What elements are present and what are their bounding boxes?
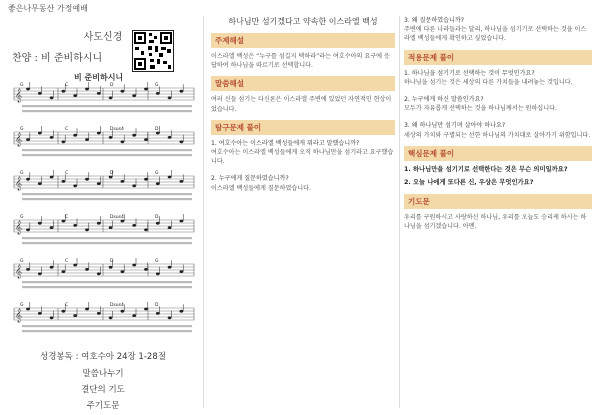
application-answer-1: 하나님을 섬기는 것은 세상의 다른 가치들을 내려놓는 것입니다. xyxy=(404,78,573,86)
lords-prayer: 주기도문 xyxy=(86,401,120,411)
scripture-explanation-heading: 말씀해설 xyxy=(211,76,395,91)
staff-system xyxy=(14,82,194,112)
chord-label: D xyxy=(110,83,114,88)
chord-label: C xyxy=(65,171,69,176)
core-questions-heading: 핵심문제 풀이 xyxy=(404,146,592,161)
application-question-2: 2. 누구에게 하신 말씀인가요? xyxy=(404,96,484,104)
inquiry-question-2: 2. 누구에게 질문하였습니까? xyxy=(211,175,289,183)
sheet-music xyxy=(8,78,198,363)
topic-explanation-heading: 주제해설 xyxy=(211,33,395,48)
apostles-creed-title: 사도신경 xyxy=(83,32,123,43)
inquiry-answer-3: 주변에 다른 나라들과는 달리, 하나님을 섬기기로 선택하는 것을 이스라엘 백성들에게 확인하고 싶었습니다. xyxy=(404,26,587,43)
sermon-sharing: 말씀나누기 xyxy=(82,369,124,379)
chord-label: Dsus4 xyxy=(110,215,124,220)
prayer-heading: 기도문 xyxy=(404,194,592,209)
study-column xyxy=(211,16,395,193)
chord-label: G xyxy=(155,171,159,176)
scripture-explanation-text: 여러 신들 섬기는 다신론은 이스라엘 주변에 있었던 자연적인 현상이었습니다. xyxy=(211,96,392,113)
inquiry-answer-1: 여호수아는 이스라엘 백성들에게 오직 하나님만을 섬기라고 요구했습니다. xyxy=(211,149,394,166)
application-question-3: 3. 왜 하나님만 섬기며 살아야 하나요? xyxy=(404,122,506,130)
chord-label: G xyxy=(20,127,24,132)
chord-label: C xyxy=(65,215,69,220)
chord-label: G xyxy=(155,83,159,88)
chord-label: G xyxy=(20,83,24,88)
staff-system xyxy=(14,126,194,156)
chord-label: D xyxy=(110,259,114,264)
closing-prayer: 결단의 기도 xyxy=(81,385,125,395)
svg-text:𝄞: 𝄞 xyxy=(15,264,23,278)
chord-label: G xyxy=(20,171,24,176)
chord-label: Dsus4 xyxy=(110,303,124,308)
score-title: 비 준비하시니 xyxy=(74,73,124,82)
chord-label: G xyxy=(155,259,159,264)
hymn-title: 찬양 : 비 준비하시니 xyxy=(12,53,103,64)
application-question-1: 1. 하나님을 섬기기로 선택하는 것이 무엇인가요? xyxy=(404,69,535,77)
column-divider xyxy=(203,16,204,408)
chord-label: C xyxy=(65,259,69,264)
prayer-text: 우리를 구원하시고 사랑하신 하나님, 우리를 오늘도 승리케 하시는 하나님을 섬기겠습니다. 아멘. xyxy=(404,214,587,231)
inquiry-question-1: 1. 여호수아는 이스라엘 백성들에게 뭐라고 말했습니까? xyxy=(211,139,360,147)
worship-order-column xyxy=(8,16,198,411)
inquiry-answer-2: 이스라엘 백성들에게 질문하였습니다. xyxy=(211,184,311,192)
svg-text:𝄞: 𝄞 xyxy=(15,176,23,190)
qr-code[interactable] xyxy=(132,30,174,72)
chord-label: D xyxy=(155,215,159,220)
inquiry-questions-heading: 탐구문제 풀이 xyxy=(211,120,395,135)
lesson-title: 하나님만 섬기겠다고 약속한 이스라엘 백성 xyxy=(228,17,378,26)
chord-label: C xyxy=(65,83,69,88)
chord-label: G xyxy=(20,215,24,220)
core-question-2: 2. 오늘 나에게 또다른 신, 우상은 무엇인가요? xyxy=(404,179,534,187)
svg-text:𝄞: 𝄞 xyxy=(15,220,23,234)
inquiry-question-3: 3. 왜 질문하였습니까? xyxy=(404,17,465,24)
qr-code-icon xyxy=(133,31,173,71)
chord-label: C xyxy=(65,127,69,132)
application-column xyxy=(404,16,592,231)
chord-label: Dsus4 xyxy=(110,127,124,132)
chord-label: G xyxy=(20,303,24,308)
svg-text:𝄞: 𝄞 xyxy=(15,308,23,322)
staff-system xyxy=(14,170,194,200)
chord-label: D xyxy=(110,171,114,176)
svg-text:𝄞: 𝄞 xyxy=(15,132,23,146)
scripture-reading: 성경봉독 : 여호수아 24장 1-28절 xyxy=(40,352,166,362)
staff-system xyxy=(14,258,194,288)
column-divider xyxy=(399,16,400,408)
chord-label: D xyxy=(155,303,159,308)
core-question-1: 1. 하나님만을 섬기기로 선택한다는 것은 무슨 의미일까요? xyxy=(404,165,568,173)
chord-label: C xyxy=(65,303,69,308)
application-answer-3: 세상의 가치와 구별되는 선한 하나님의 가치대로 살아가기 위함입니다. xyxy=(404,131,591,139)
chord-label: G xyxy=(20,259,24,264)
bulletin-header: 좋은나무동산 가정예배 xyxy=(8,4,88,13)
staff-system xyxy=(14,214,194,244)
chord-label: D xyxy=(155,127,159,132)
topic-explanation-text: 이스라엘 백성은 “누구를 섬길지 택하라”라는 여호수아의 요구에 응답하여 하나님을 따르기로 선택합니다. xyxy=(211,53,390,70)
application-answer-2: 모두가 자유롭게 선택하는 것을 하나님께서는 원하십니다. xyxy=(404,105,557,113)
svg-text:𝄞: 𝄞 xyxy=(15,88,23,102)
application-heading: 적용문제 풀이 xyxy=(404,50,592,65)
staff-system xyxy=(14,302,194,332)
